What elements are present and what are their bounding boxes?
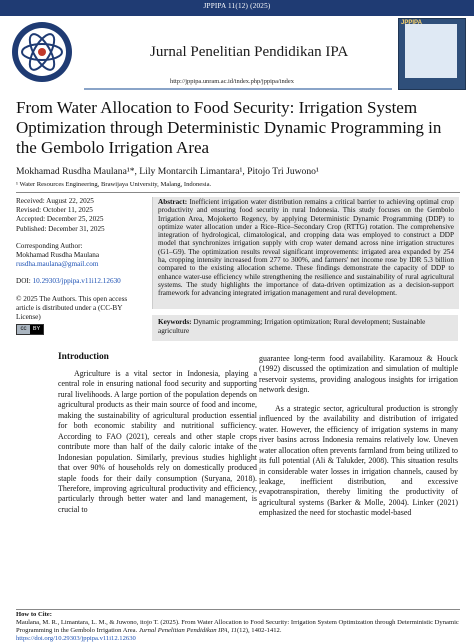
keywords [158, 318, 454, 336]
corresponding-email-link[interactable]: rusdha.maulana@gmail.com [16, 260, 99, 269]
cc-badge-right: BY [30, 325, 43, 334]
keywords-label: Keywords: [158, 318, 192, 326]
cover-artwork [405, 24, 457, 78]
cover-label: JPPIPA [401, 20, 422, 26]
published-date: Published: December 31, 2025 [16, 224, 105, 233]
revised-date: Revised: October 11, 2025 [16, 206, 93, 215]
cc-by-license-icon[interactable] [16, 324, 44, 335]
intro-paragraph-2: guarantee long-term food availability. Karamouz & Houck (1992) discussed the optimization and simulation of multiple reservoir systems, providing analogous insights for irrigation network design. [259, 354, 458, 395]
corresponding-name: Mokhamad Rusdha Maulana [16, 251, 100, 260]
cite-doi-link[interactable]: https://doi.org/10.29303/jppipa.v11i12.12630 [16, 635, 136, 642]
received-date: Received: August 22, 2025 [16, 197, 94, 205]
corresponding-label: Corresponding Author: [16, 241, 83, 250]
journal-title: Jurnal Penelitian Pendidikan IPA [150, 44, 349, 60]
cite-journal: Jurnal Penelitian Pendidikan IPA, 11 [137, 627, 237, 634]
journal-url-link[interactable]: http://jppipa.unram.ac.id/index.php/jppipa/index [170, 78, 294, 85]
accepted-date: Accepted: December 25, 2025 [16, 215, 104, 224]
cc-badge-left: cc [17, 325, 30, 334]
introduction-right-column [259, 354, 458, 519]
issue-bar [0, 0, 474, 16]
header-divider [84, 88, 392, 90]
affiliation: ¹ Water Resources Engineering, Brawijaya University, Malang, Indonesia. [16, 181, 212, 188]
doi-line [16, 277, 142, 286]
university-logo-icon [8, 18, 76, 86]
keywords-list: Dynamic programming; Irrigation optimization; Rural development; Sustainable agriculture [158, 318, 426, 335]
cite-text: Maulana, M. R., Limantara, L. M., & Juwono, itojo T. (2025). From Water Allocation to Food Security: Irrigation System Optimization through Deterministic Dynamic Programming in the Gembolo Irrigation Area. [16, 619, 459, 634]
section-divider [16, 192, 460, 193]
license-text: © 2025 The Authors. This open access article is distributed under a (CC-BY License) [16, 294, 128, 322]
issue-label: JPPIPA 11(12) (2025) [203, 2, 271, 10]
cite-tail: (12), 1402-1412. [236, 627, 282, 634]
introduction-heading: Introduction [58, 352, 109, 362]
abstract-label: Abstract: [158, 198, 188, 206]
intro-paragraph-3: As a strategic sector, agricultural production is strongly influenced by the availability and distribution of irrigated water. However, the efficiency of irrigation systems in many river basins across Indonesia remains relatively low. Uneven water allocation often prevents farmland from being utilized to its full potential (Ali & Talukder, 2008). This situation results in considerable water losses in irrigation channels, caused by leakage, inefficient distribution, and excessive evapotranspiration, thereby limiting the productivity of agricultural systems (Barker & Molle, 2004). Linker (2021) emphasized the need for stochastic model-based [259, 403, 458, 518]
introduction-left-column [58, 369, 257, 515]
doi-label: DOI: [16, 277, 31, 286]
author-list: Mokhamad Rusdha Maulana¹*, Lily Montarcih Limantara¹, Pitojo Tri Juwono¹ [16, 166, 319, 177]
how-to-cite [16, 611, 460, 643]
cite-label: How to Cite: [16, 611, 52, 618]
article-title: From Water Allocation to Food Security: Irrigation System Optimization through Deterministic Dynamic Programming in the Gembolo Irrigation Area [16, 98, 442, 157]
article-metadata [16, 197, 142, 335]
abstract-body: Inefficient irrigation water distribution remains a critical barrier to achieving optimal crop productivity and ensuring food security in rural Indonesia. This study focuses on the Gembolo Irrigation Area, Mojokerto Regency, by applying Deterministic Dynamic Programming (DDP) to optimize water allocation under a Rice–Rice–Secondary Crop (RTTG) rotation. The comprehensive integration of hydrological, climatological, and cropping data was employed to construct a DDP model that synchronizes irrigation supply with crop water demand across nine irrigation structures (G1–G9). The optimization results reveal significant improvements: irrigated area expanded by 254 ha, cropping intensity increased from 277 to 300%, and farmers' net income rose by IDR 5.3 billion compared to the existing allocation scheme. These findings demonstrate the capacity of DDP to enhance water-use efficiency while strengthening the resilience and sustainability of rural agricultural systems. The study highlights the importance of data-driven optimization as a decision-support framework for advancing integrated irrigation management and rural development. [158, 198, 454, 298]
intro-paragraph-1: Agriculture is a vital sector in Indonesia, playing a central role in ensuring national food security and supporting rural livelihoods. A large portion of the population depends on agricultural products as their main source of food and income, making the sustainability of agricultural production essential for both economic stability and nutritional sufficiency. According to FAO (2021), cereals and other staple crops contribute more than half of the daily caloric intake of the Indonesian population. Similarly, previous studies highlight that over 90% of households rely on domestically produced staple foods for their daily consumption (Suryana, 2018). Therefore, improving agricultural productivity and efficiency, particularly through better water and land management, is crucial to [58, 369, 257, 514]
abstract-text [158, 198, 454, 298]
footer-divider [16, 609, 460, 610]
doi-link[interactable]: 10.29303/jppipa.v11i12.12630 [32, 277, 121, 286]
